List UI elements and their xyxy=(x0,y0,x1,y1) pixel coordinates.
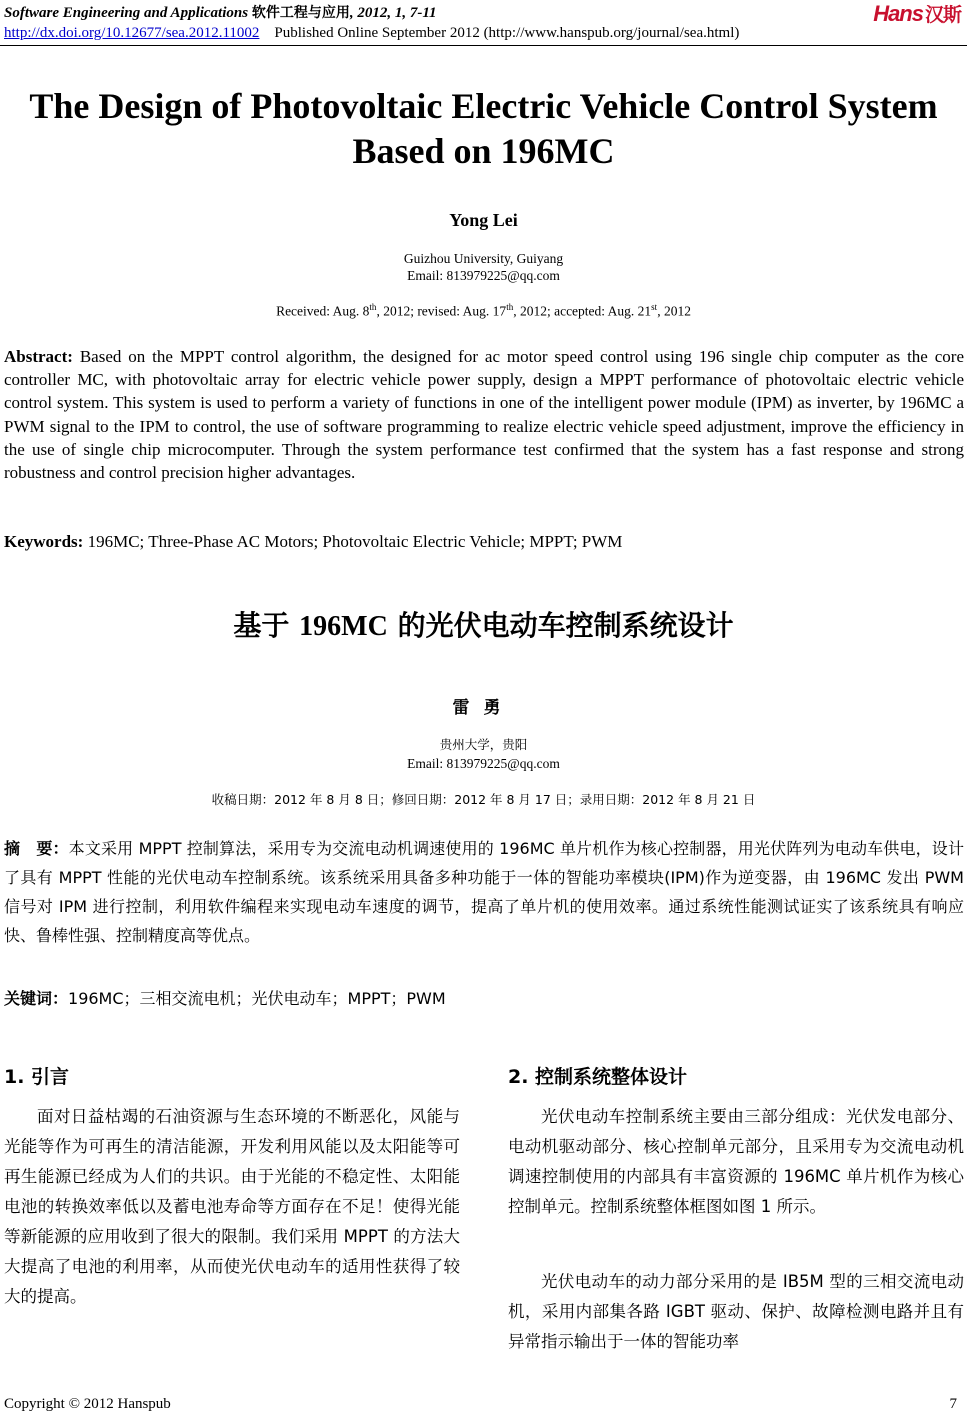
doi-link[interactable]: http://dx.doi.org/10.12677/sea.2012.11002 xyxy=(4,25,260,41)
title-cn-num: 196MC xyxy=(299,611,388,642)
author-cn: 雷勇 xyxy=(452,698,515,718)
title-line-2: Based on 196MC xyxy=(352,131,615,171)
keywords-text: 196MC; Three-Phase AC Motors; Photovoltaic Electric Vehicle; MPPT; PWM xyxy=(87,532,623,551)
abstract-cn-label: 摘 要： xyxy=(4,839,69,858)
abstract-label: Abstract: xyxy=(4,347,73,366)
logo-text-cn: 汉斯 xyxy=(924,4,961,26)
abstract-text: Based on the MPPT control algorithm, the designed for ac motor speed control using 196 single chip computer as the core controller MC, with photovoltaic array for electric vehicle power supply, design a MPPT performance of photovoltaic electric vehicle control system. This system is used to perform a variety of functions in one of the intelligent power module (IPM) as inverter, by 196MC a PWM signal to the IPM to control, the use of software programming to realize electric vehicle speed adjustment, improve the efficiency in the use of single chip microcomputer. Through the system performance test confirmed that the system has a fast response and strong robustness and control precision higher advantages. xyxy=(4,347,964,483)
received-sup: th xyxy=(369,302,377,312)
section-2-title: 2. 控制系统整体设计 xyxy=(508,1066,688,1088)
logo-text-en: Hans xyxy=(873,1,923,26)
paper-title-cn xyxy=(0,604,967,644)
section-2-text-2: 光伏电动车的动力部分采用的是 IB5M 型的三相交流电动机，采用内部集各路 IGBT 驱动、保护、故障检测电路并且有异常指示输出于一体的智能功率 xyxy=(508,1272,964,1351)
affiliation-cn xyxy=(0,735,967,773)
publisher-logo xyxy=(873,0,961,27)
journal-name xyxy=(4,2,437,22)
abstract-en xyxy=(4,345,964,484)
section-1-title: 1. 引言 xyxy=(4,1066,70,1088)
affiliation-text: Guizhou University, Guiyang xyxy=(403,251,564,266)
affiliation-en xyxy=(0,250,967,284)
revised-date: , 2012; revised: Aug. 17 xyxy=(376,303,507,319)
published-online: Published Online September 2012 (http://www.hanspub.org/journal/sea.html) xyxy=(274,25,740,41)
copyright: Copyright © 2012 Hanspub xyxy=(4,1396,171,1412)
abstract-cn-text: 本文采用 MPPT 控制算法，采用专为交流电动机调速使用的 196MC 单片机作为核心控制器，用光伏阵列为电动车供电，设计了具有 MPPT 性能的光伏电动车控制系统。该系统采用具备多种功能于一体的智能功率模块(IPM)作为逆变器，由 196MC 发出 PWM 信号对 IPM 进行控制，利用软件编程来实现电动车速度的调节，提高了单片机的使用效率。通过系统性能测试证实了该系统具有响应快、鲁棒性强、控制精度高等优点。 xyxy=(4,839,964,945)
title-line-1: The Design of Photovoltaic Electric Vehicle Control System xyxy=(29,86,938,126)
keywords-en xyxy=(4,530,964,553)
keywords-label: Keywords: xyxy=(4,532,84,551)
doi-line xyxy=(4,25,739,42)
revised-sup: th xyxy=(506,302,514,312)
author-en: Yong Lei xyxy=(449,210,518,230)
keywords-cn-text: 196MC；三相交流电机；光伏电动车；MPPT；PWM xyxy=(68,989,446,1008)
affiliation-cn-text: 贵州大学，贵阳 xyxy=(439,737,528,752)
email-cn: Email: 813979225@qq.com xyxy=(407,756,560,771)
section-1-text: 面对日益枯竭的石油资源与生态环境的不断恶化，风能与光能等作为可再生的清洁能源，开发利用风能以及太阳能等可再生能源已经成为人们的共识。由于光能的不稳定性、太阳能电池的转换效率低以及蓄电池寿命等方面存在不足！使得光能等新能源的应用收到了很大的限制。我们采用 MPPT 的方法大大提高了电池的利用率，从而使光伏电动车的适用性获得了较大的提高。 xyxy=(4,1107,460,1306)
journal-name-cn: 软件工程与应用 xyxy=(251,5,350,21)
keywords-cn-label: 关键词： xyxy=(4,989,69,1008)
dates-cn: 收稿日期：2012 年 8 月 8 日；修回日期：2012 年 8 月 17 日；录用日期：2012 年 8 月 21 日 xyxy=(211,792,756,807)
dates-en xyxy=(0,302,967,320)
abstract-cn xyxy=(4,834,964,950)
accepted-sup: st xyxy=(651,302,658,312)
section-2-text-1: 光伏电动车控制系统主要由三部分组成：光伏发电部分、电动机驱动部分、核心控制单元部分，且采用专为交流电动机调速控制使用的内部具有丰富资源的 196MC 单片机作为核心控制单元。控制系统整体框图如图 1 所示。 xyxy=(508,1107,964,1216)
received-date: Received: Aug. 8 xyxy=(276,303,370,319)
title-cn-post: 的光伏电动车控制系统设计 xyxy=(397,609,734,642)
paper-title-en xyxy=(0,84,967,174)
journal-issue: , 2012, 1, 7-11 xyxy=(349,5,437,21)
header-divider xyxy=(0,45,967,46)
title-cn-pre: 基于 xyxy=(233,609,290,642)
accepted-date: , 2012; accepted: Aug. 21 xyxy=(513,303,652,319)
email-en: Email: 813979225@qq.com xyxy=(407,268,560,283)
keywords-cn xyxy=(4,984,964,1013)
dates-tail: , 2012 xyxy=(657,303,691,319)
page-number: 7 xyxy=(949,1396,957,1412)
journal-name-en: Software Engineering and Applications xyxy=(4,5,249,21)
